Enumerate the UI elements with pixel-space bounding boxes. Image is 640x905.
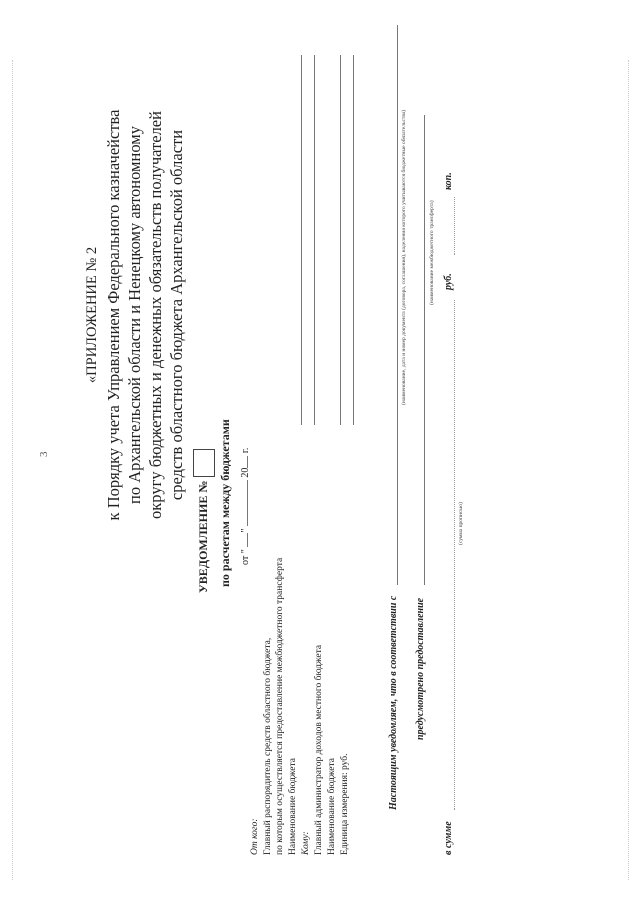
budget-name-field-2[interactable] [353, 55, 354, 425]
provision-text: предусмотрено предоставление [415, 597, 426, 740]
notify-text: Настоящим уведомляем, что в соответствии с [388, 595, 399, 810]
budget-name-field[interactable] [314, 55, 315, 425]
appendix-line-1: к Порядку учета Управлением Федерального казначейства [104, 109, 123, 521]
notice-title: УВЕДОМЛЕНИЕ № [195, 480, 210, 593]
sum-field[interactable] [454, 300, 455, 810]
notice-date-row [240, 448, 251, 565]
date-prefix: от " [240, 546, 251, 565]
appendix-line-2: по Архангельской области и Ненецкому автономному [125, 126, 144, 504]
page-number: 3 [38, 451, 50, 457]
sum-caption: (сумма прописью) [458, 502, 464, 545]
rub-label: руб. [443, 273, 454, 290]
document-caption: (наименование, дата и номер документа (договора, соглашения), наделения которого учитываются бюджетные обязательства) [401, 109, 407, 405]
appendix-header [82, 95, 187, 535]
document-field[interactable] [397, 25, 398, 585]
date-month-field[interactable] [247, 480, 248, 526]
to-whom-label: Кому: [301, 831, 311, 855]
appendix-line-4: средств областного бюджета Архангельской области [167, 129, 186, 501]
appendix-title: «ПРИЛОЖЕНИЕ № 2 [84, 246, 100, 384]
date-year: 20 [240, 467, 251, 481]
unit-label: Единица измерения: руб. [340, 753, 350, 855]
budget-name-label-2: Наименование бюджета [327, 758, 337, 855]
main-manager-label-2: по которым осуществляется предоставление межбюджетного трансферта [275, 557, 285, 855]
date-year-field[interactable] [247, 456, 248, 468]
budget-name-label: Наименование бюджета [288, 758, 298, 855]
kop-label: коп. [443, 172, 454, 190]
appendix-line-3: округу бюджетных и денежных обязательств получателей [146, 111, 165, 519]
notice-subtitle: по расчетам между бюджетами [218, 419, 232, 587]
date-mid: " [240, 526, 251, 533]
transfer-field[interactable] [424, 115, 425, 585]
date-day-field[interactable] [247, 533, 248, 547]
main-manager-field[interactable] [301, 55, 302, 425]
admin-label: Главный администратор доходов местного бюджета [314, 644, 324, 855]
main-manager-label-1: Главный распорядитель средств областного бюджета, [263, 637, 273, 855]
kop-field[interactable] [454, 197, 455, 255]
sum-label: в сумме [443, 821, 454, 855]
date-suffix: г. [240, 447, 251, 456]
from-whom-label: От кого: [250, 818, 260, 855]
admin-field[interactable] [340, 55, 341, 425]
notice-title-row [193, 449, 215, 593]
transfer-caption: (наименование межбюджетного трансферта) [429, 200, 435, 305]
notice-number-box[interactable] [193, 449, 215, 477]
